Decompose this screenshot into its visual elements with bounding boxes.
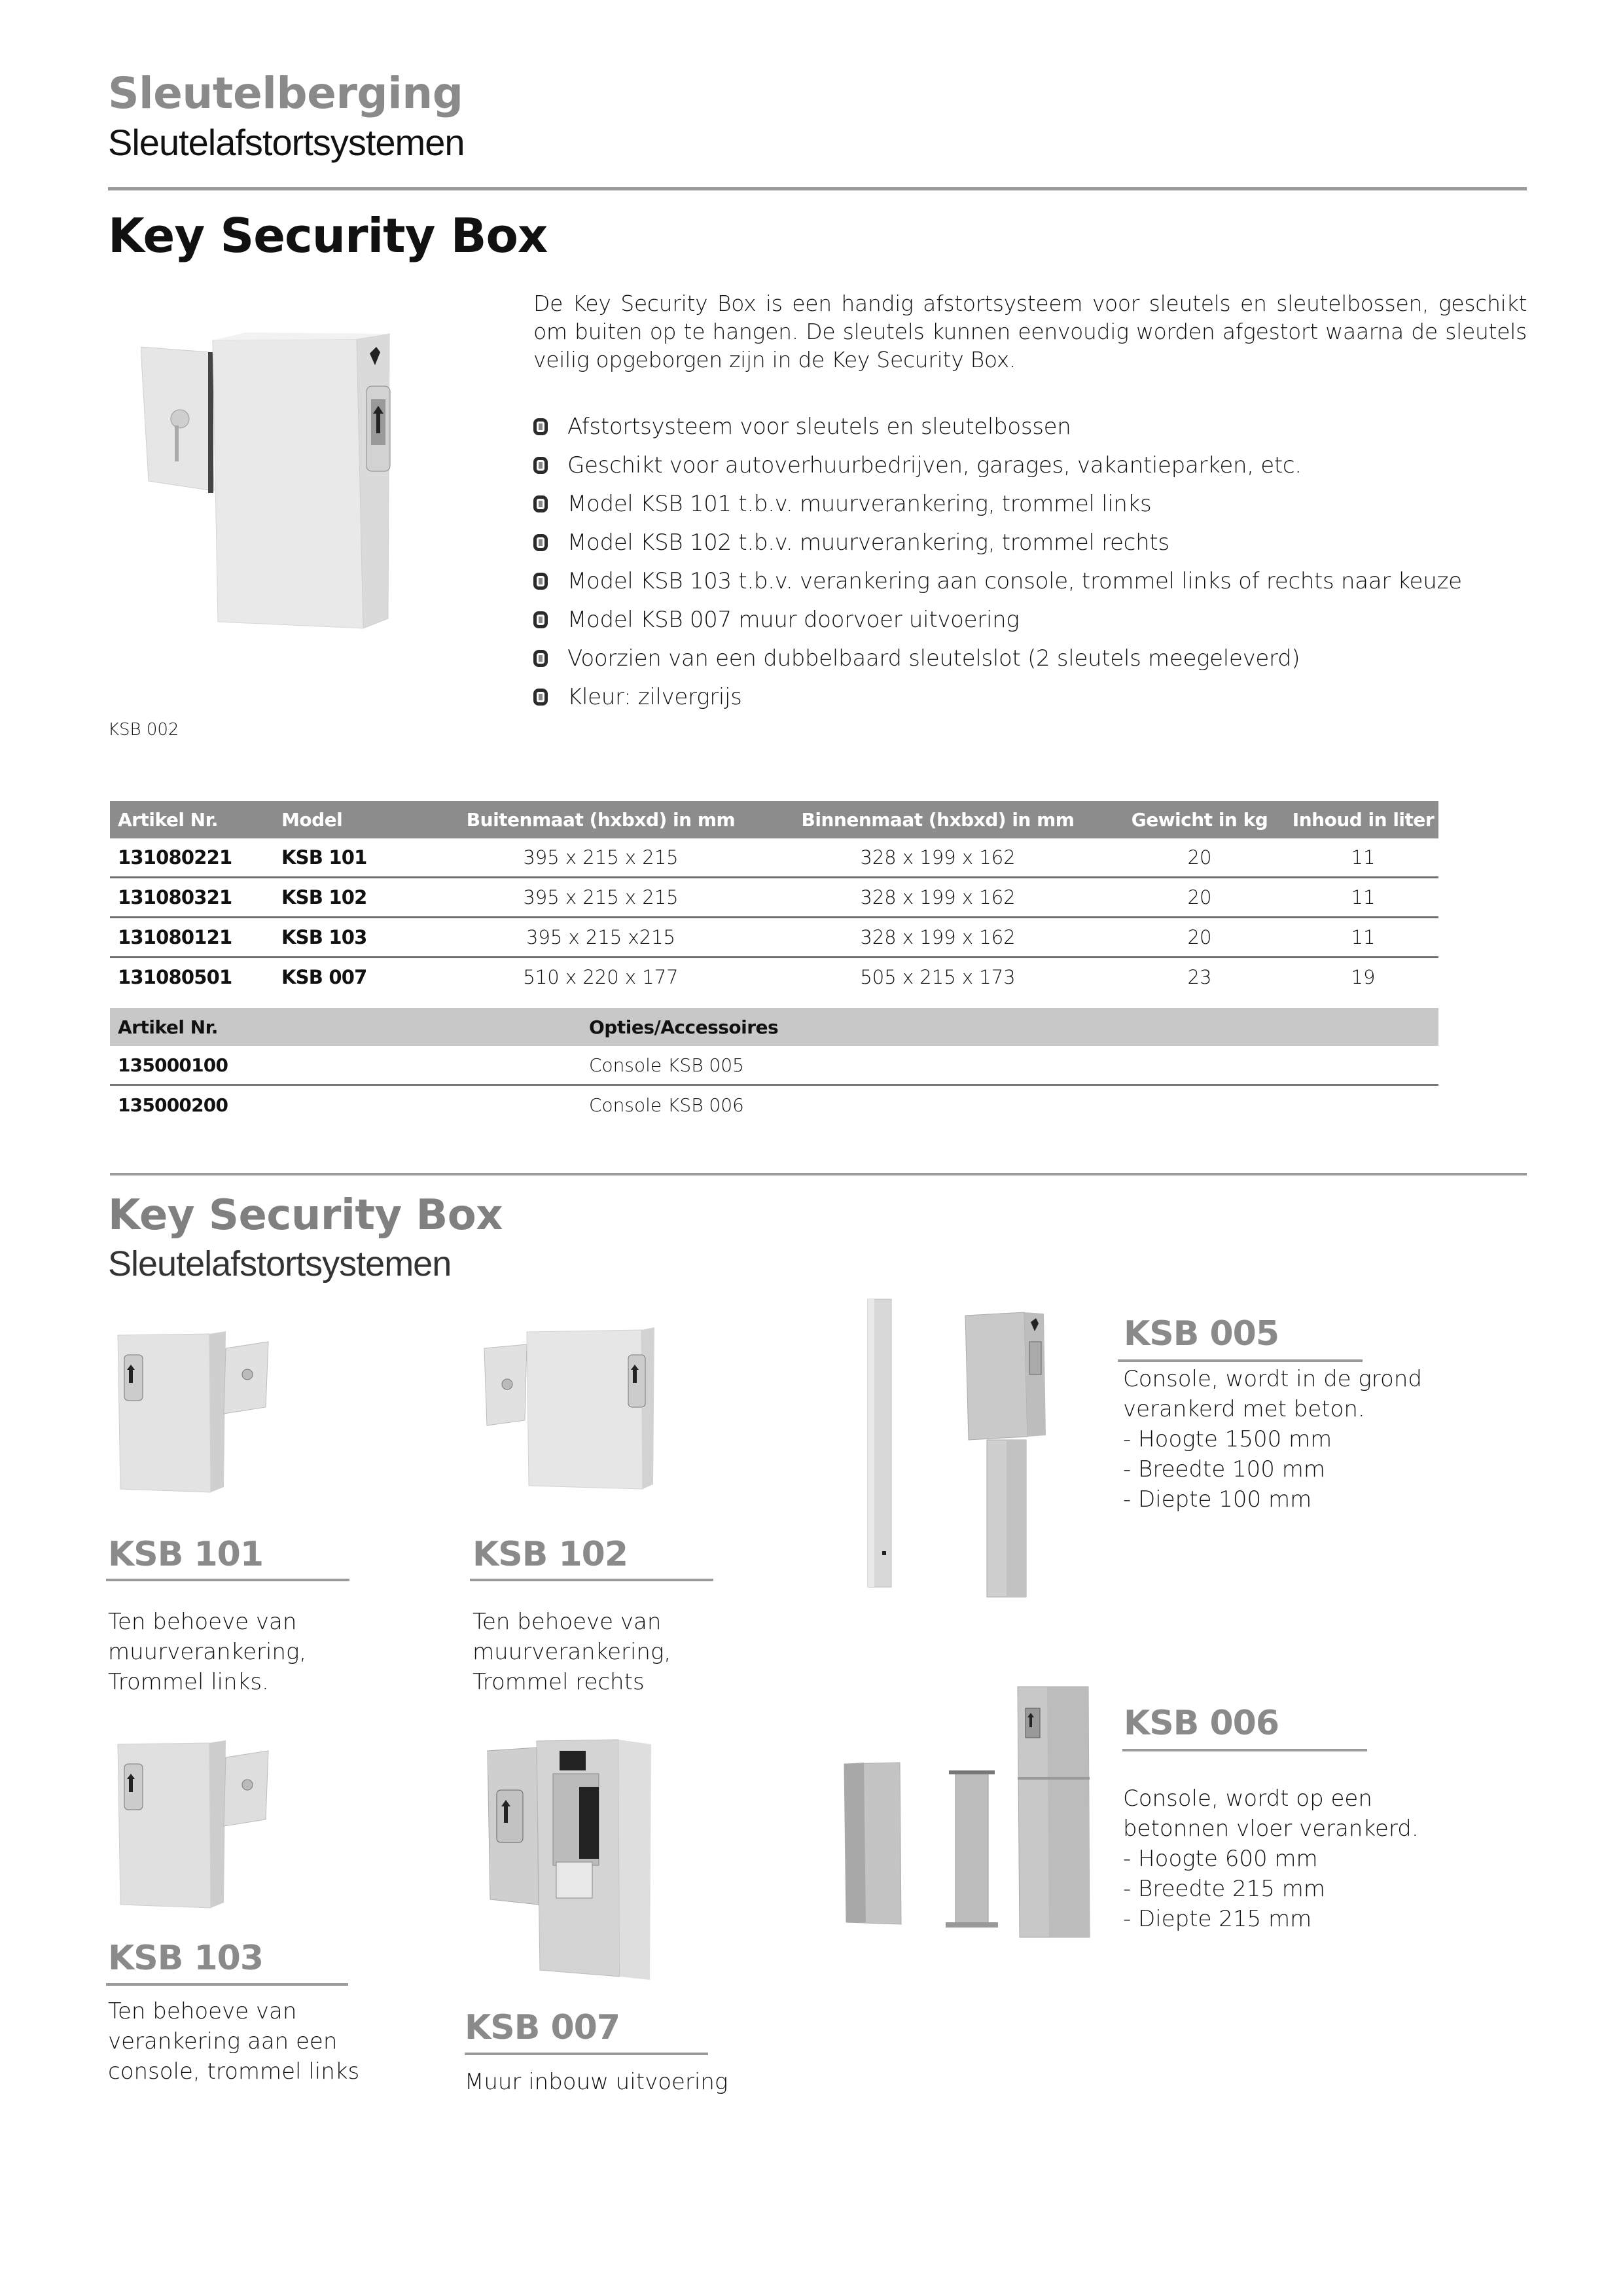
product-desc-ksb-102: Ten behoeve van muurverankering, Trommel rechts (473, 1609, 671, 1695)
feature-list (533, 407, 1462, 716)
product-name-ksb-103: KSB 103 (108, 1939, 264, 1978)
key-safe-icon (533, 418, 548, 435)
product-image-caption: KSB 002 (108, 720, 179, 740)
key-safe-icon (533, 573, 548, 590)
feature-item: Kleur: zilvergrijs (533, 677, 1462, 716)
key-safe-icon (533, 534, 548, 551)
feature-item: Afstortsysteem voor sleutels en sleutelbossen (533, 407, 1462, 446)
col-header-opties: Opties/Accessoires (581, 1008, 1438, 1046)
product-image-ksb-005 (838, 1293, 1113, 1600)
feature-item: Model KSB 101 t.b.v. muurverankering, trommel links (533, 484, 1462, 523)
product-description: De Key Security Box is een handig afstortsysteem voor sleutels en sleutelbossen, geschikt om buiten op te hangen. De sleutels kunnen eenvoudig worden afgestort waarna de sleutels veilig opgeborgen zijn in de Key Security Box. (533, 291, 1527, 372)
options-table (110, 1008, 1438, 1124)
key-safe-icon (533, 495, 548, 512)
col-header-gewicht: Gewicht in kg (1111, 801, 1288, 838)
product-image-ksb-101 (111, 1329, 275, 1499)
product-name-ksb-102: KSB 102 (473, 1535, 628, 1574)
col-header-binnenmaat: Binnenmaat (hxbxd) in mm (764, 801, 1111, 838)
section2-subtitle: Sleutelafstortsystemen (108, 1244, 452, 1283)
table-row: 131080121 KSB 103 395 x 215 x215 328 x 199 x 162 20 11 (110, 918, 1438, 958)
product-image-ksb-007 (481, 1728, 684, 1983)
product-name-ksb-006: KSB 006 (1124, 1704, 1279, 1743)
product-desc-ksb-101: Ten behoeve van muurverankering, Trommel links. (108, 1609, 307, 1695)
feature-item: Model KSB 103 t.b.v. verankering aan console, trommel links of rechts naar keuze (533, 562, 1462, 600)
product-divider (1118, 1359, 1363, 1362)
product-name-ksb-101: KSB 101 (108, 1535, 264, 1574)
options-table-header (110, 1008, 1438, 1046)
spec-table (110, 801, 1438, 996)
key-safe-icon (533, 689, 548, 706)
product-desc-ksb-005: Console, wordt in de grond verankerd met beton. - Hoogte 1500 mm - Breedte 100 mm - Diepte 100 mm (1123, 1366, 1422, 1513)
col-header-artikel: Artikel Nr. (110, 801, 274, 838)
table-row: 131080501 KSB 007 510 x 220 x 177 505 x 215 x 173 23 19 (118, 966, 1376, 988)
product-divider (465, 2053, 708, 2055)
feature-item: Voorzien van een dubbelbaard sleutelslot (2 sleutels meegeleverd) (533, 639, 1462, 677)
section-divider (110, 1173, 1527, 1175)
subcategory-title: Sleutelafstortsystemen (108, 122, 465, 163)
product-image-ksb-002 (141, 327, 481, 668)
table-row: 135000100 Console KSB 005 (110, 1046, 1438, 1085)
feature-item: Model KSB 102 t.b.v. muurverankering, trommel rechts (533, 523, 1462, 562)
col-header-artikel: Artikel Nr. (110, 1008, 581, 1046)
key-safe-icon (533, 457, 548, 474)
section2-title: Key Security Box (108, 1191, 503, 1240)
feature-item: Model KSB 007 muur doorvoer uitvoering (533, 600, 1462, 639)
col-header-buitenmaat: Buitenmaat (hxbxd) in mm (437, 801, 764, 838)
product-divider (470, 1579, 713, 1581)
col-header-model: Model (274, 801, 437, 838)
table-row: 135000200 Console KSB 006 (118, 1094, 744, 1116)
page-title: Key Security Box (108, 208, 548, 263)
key-safe-icon (533, 611, 548, 628)
col-header-inhoud: Inhoud in liter (1288, 801, 1438, 838)
product-divider (106, 1579, 349, 1581)
product-name-ksb-007: KSB 007 (465, 2008, 620, 2047)
feature-item: Geschikt voor autoverhuurbedrijven, garages, vakantieparken, etc. (533, 446, 1462, 484)
key-safe-icon (533, 650, 548, 667)
product-image-ksb-103 (111, 1738, 275, 1914)
spec-table-header (110, 801, 1438, 838)
table-row: 131080321 KSB 102 395 x 215 x 215 328 x 199 x 162 20 11 (110, 878, 1438, 918)
product-divider (1122, 1749, 1367, 1751)
product-image-ksb-102 (478, 1322, 674, 1499)
product-divider (106, 1983, 348, 1986)
header-divider (108, 187, 1527, 190)
product-name-ksb-005: KSB 005 (1124, 1314, 1279, 1354)
table-row: 131080221 KSB 101 395 x 215 x 215 328 x 199 x 162 20 11 (110, 838, 1438, 878)
category-title: Sleutelberging (108, 68, 463, 118)
product-desc-ksb-006: Console, wordt op een betonnen vloer verankerd. - Hoogte 600 mm - Breedte 215 mm - Diepte 215 mm (1123, 1785, 1419, 1932)
product-desc-ksb-007: Muur inbouw uitvoering (465, 2069, 728, 2095)
product-desc-ksb-103: Ten behoeve van verankering aan een console, trommel links (108, 1998, 360, 2085)
product-image-ksb-006 (828, 1679, 1122, 1947)
